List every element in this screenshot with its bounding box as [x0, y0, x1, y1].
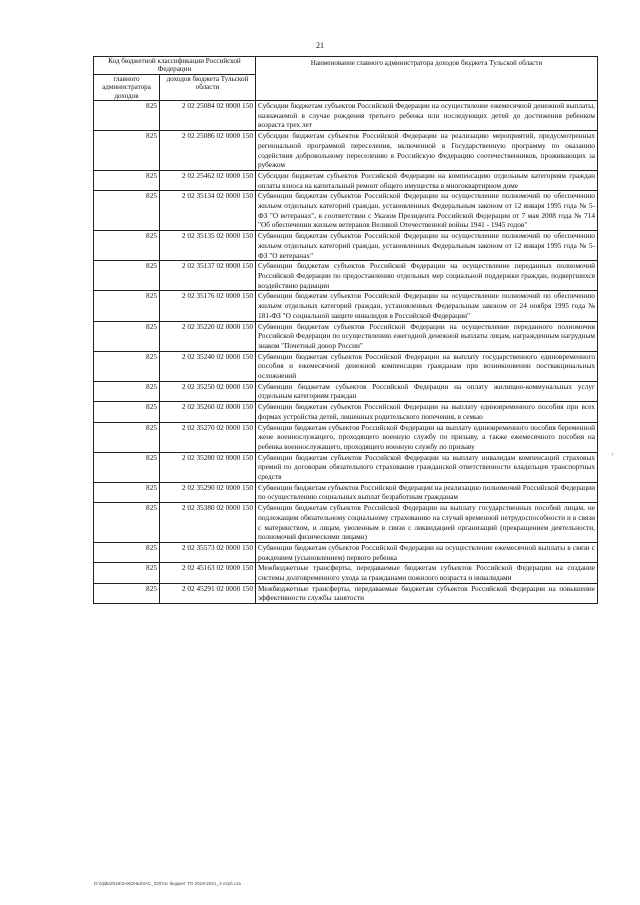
- page-number: 21: [316, 41, 324, 50]
- table-row: [94, 291, 598, 321]
- table-row: [94, 542, 598, 562]
- income-name-cell: Субвенции бюджетам субъектов Российской Федерации на осуществление полномочий по обеспечению жильем отдельных категорий граждан, установленных Федеральным законом от 24 ноября 1995 года № 181-ФЗ "О социальной защите инвалидов в Российской Федерации": [256, 291, 598, 321]
- income-name-cell: Субвенции бюджетам субъектов Российской Федерации на осуществление переданного полномочия Российской Федерации по осуществлению ежегодной денежной выплаты лицам, награжденным нагрудным знаком "Почетный донор России": [256, 321, 598, 351]
- income-code-cell: 2 02 25462 02 0000 150: [160, 170, 256, 190]
- income-code-cell: 2 02 45163 02 0000 150: [160, 563, 256, 583]
- admin-code-cell: 825: [94, 101, 160, 131]
- income-code-cell: 2 02 45291 02 0000 150: [160, 583, 256, 603]
- table-row: [94, 131, 598, 171]
- admin-code-cell: 825: [94, 452, 160, 482]
- table-row: [94, 482, 598, 502]
- income-name-cell: Субвенции бюджетам субъектов Российской Федерации на выплату инвалидам компенсаций страховых премий по договорам обязательного страхования гражданской ответственности владельцев транспортных средств: [256, 452, 598, 482]
- income-code-cell: 2 02 35270 02 0000 150: [160, 422, 256, 452]
- admin-code-cell: 825: [94, 321, 160, 351]
- income-name-cell: Субсидии бюджетам субъектов Российской Федерации на осуществление ежемесячной денежной выплаты, назначаемой в случае рождения третьего ребенка или последующих детей до достижения ребенком возраста трех лет: [256, 101, 598, 131]
- income-code-cell: 2 02 35176 02 0000 150: [160, 291, 256, 321]
- admin-code-cell: 825: [94, 563, 160, 583]
- table-row: [94, 583, 598, 603]
- admin-code-cell: 825: [94, 291, 160, 321]
- income-code-cell: 2 02 35134 02 0000 150: [160, 191, 256, 231]
- header-name-column: Наименование главного администратора доходов бюджета Тульской области: [256, 57, 598, 101]
- admin-code-cell: 825: [94, 503, 160, 543]
- admin-code-cell: 825: [94, 542, 160, 562]
- table-row: [94, 191, 598, 231]
- header-admin-column: главного администратора доходов: [94, 74, 160, 100]
- table-row: [94, 231, 598, 261]
- income-code-cell: 2 02 35135 02 0000 150: [160, 231, 256, 261]
- income-code-cell: 2 02 35280 02 0000 150: [160, 452, 256, 482]
- income-name-cell: Межбюджетные трансферты, передаваемые бюджетам субъектов Российской Федерации на создание системы долговременного ухода за гражданами пожилого возраста и инвалидами: [256, 563, 598, 583]
- table-row: [94, 101, 598, 131]
- table-row: [94, 321, 598, 351]
- income-code-cell: 2 02 35380 02 0000 150: [160, 503, 256, 543]
- revenue-administrators-table: [93, 56, 598, 604]
- income-code-cell: 2 02 35573 02 0000 150: [160, 542, 256, 562]
- table-row: [94, 402, 598, 422]
- table-row: [94, 351, 598, 381]
- admin-code-cell: 825: [94, 402, 160, 422]
- income-name-cell: Субвенции бюджетам субъектов Российской Федерации на выплату единовременного пособия беременной жене военнослужащего, проходящего военную службу по призыву, а также ежемесячного пособия на ребенка военнослужащего, проходящего военную службу по призыву: [256, 422, 598, 452]
- income-name-cell: Субвенции бюджетам субъектов Российской Федерации на реализацию полномочий Российской Федерации по осуществлению социальных выплат безработным гражданам: [256, 482, 598, 502]
- table-row: [94, 261, 598, 291]
- income-code-cell: 2 02 35240 02 0000 150: [160, 351, 256, 381]
- income-code-cell: 2 02 35137 02 0000 150: [160, 261, 256, 291]
- table-row: [94, 381, 598, 401]
- footer-file-path: D:\УДБ\2019\ЗАКОНЫ\ЗАС_02\Пос бюджет ТО 2019-2021_3 отрб.с2х: [94, 881, 242, 886]
- table-row: [94, 422, 598, 452]
- admin-code-cell: 825: [94, 381, 160, 401]
- admin-code-cell: 825: [94, 261, 160, 291]
- header-income-column: доходов бюджета Тульской области: [160, 74, 256, 100]
- income-name-cell: Субвенции бюджетам субъектов Российской Федерации на осуществление полномочий по обеспечению жильем отдельных категорий граждан, установленных Федеральным законом от 12 января 1995 года № 5-ФЗ "О ветеранах": [256, 231, 598, 261]
- income-code-cell: 2 02 35250 02 0000 150: [160, 381, 256, 401]
- income-name-cell: Субвенции бюджетам субъектов Российской Федерации на осуществление переданных полномочий Российской Федерации по предоставлению отдельных мер социальной поддержки граждан, подвергшихся воздействию радиации: [256, 261, 598, 291]
- income-code-cell: 2 02 25084 02 0000 150: [160, 101, 256, 131]
- table-header-row: [94, 57, 598, 75]
- income-code-cell: 2 02 35260 02 0000 150: [160, 402, 256, 422]
- income-code-cell: 2 02 25086 02 0000 150: [160, 131, 256, 171]
- header-bk-group: Код бюджетной классификации Российской Федерации: [94, 57, 256, 75]
- table-body: [94, 101, 598, 604]
- admin-code-cell: 825: [94, 482, 160, 502]
- admin-code-cell: 825: [94, 583, 160, 603]
- admin-code-cell: 825: [94, 131, 160, 171]
- table-row: [94, 170, 598, 190]
- table-row: [94, 563, 598, 583]
- income-code-cell: 2 02 35220 02 0000 150: [160, 321, 256, 351]
- income-name-cell: Межбюджетные трансферты, передаваемые бюджетам субъектов Российской Федерации на повышение эффективности службы занятости: [256, 583, 598, 603]
- admin-code-cell: 825: [94, 351, 160, 381]
- table-row: [94, 503, 598, 543]
- income-name-cell: Субвенции бюджетам субъектов Российской Федерации на оплату жилищно-коммунальных услуг отдельным категориям граждан: [256, 381, 598, 401]
- income-name-cell: Субвенции бюджетам субъектов Российской Федерации на выплату государственного единовременного пособия и ежемесячной денежной компенсации гражданам при возникновении поствакцинальных осложнений: [256, 351, 598, 381]
- income-name-cell: Субвенции бюджетам субъектов Российской Федерации на осуществление полномочий по обеспечению жильем отдельных категорий граждан, установленных Федеральным законом от 12 января 1995 года № 5-ФЗ "О ветеранах", в соответствии с Указом Президента Российской Федерации от 7 мая 2008 года № 714 "Об обеспечении жильем ветеранов Великой Отечественной войны 1941 - 1945 годов": [256, 191, 598, 231]
- income-name-cell: Субвенции бюджетам субъектов Российской Федерации на выплату государственных пособий лицам, не подлежащим обязательному социальному страхованию на случай временной нетрудоспособности и в связи с материнством, и лицам, уволенным в связи с ликвидацией организаций (прекращением деятельности, полномочий физическими лицами): [256, 503, 598, 543]
- table-row: [94, 452, 598, 482]
- admin-code-cell: 825: [94, 422, 160, 452]
- income-code-cell: 2 02 35290 02 0000 150: [160, 482, 256, 502]
- income-name-cell: Субвенции бюджетам субъектов Российской Федерации на выплату единовременного пособия при всех формах устройства детей, лишенных родительского попечения, в семью: [256, 402, 598, 422]
- admin-code-cell: 825: [94, 191, 160, 231]
- margin-mark: ': [612, 452, 614, 461]
- income-name-cell: Субсидии бюджетам субъектов Российской Федерации на компенсацию отдельным категориям граждан оплаты взноса на капитальный ремонт общего имущества в многоквартирном доме: [256, 170, 598, 190]
- income-name-cell: Субсидии бюджетам субъектов Российской Федерации на реализацию мероприятий, предусмотренных региональной программой переселения, включенной в Государственную программу по оказанию содействия добровольному переселению в Российскую Федерацию соотечественников, проживающих за рубежом: [256, 131, 598, 171]
- admin-code-cell: 825: [94, 231, 160, 261]
- income-name-cell: Субвенции бюджетам субъектов Российской Федерации на осуществление ежемесячной выплаты в связи с рождением (усыновлением) первого ребенка: [256, 542, 598, 562]
- admin-code-cell: 825: [94, 170, 160, 190]
